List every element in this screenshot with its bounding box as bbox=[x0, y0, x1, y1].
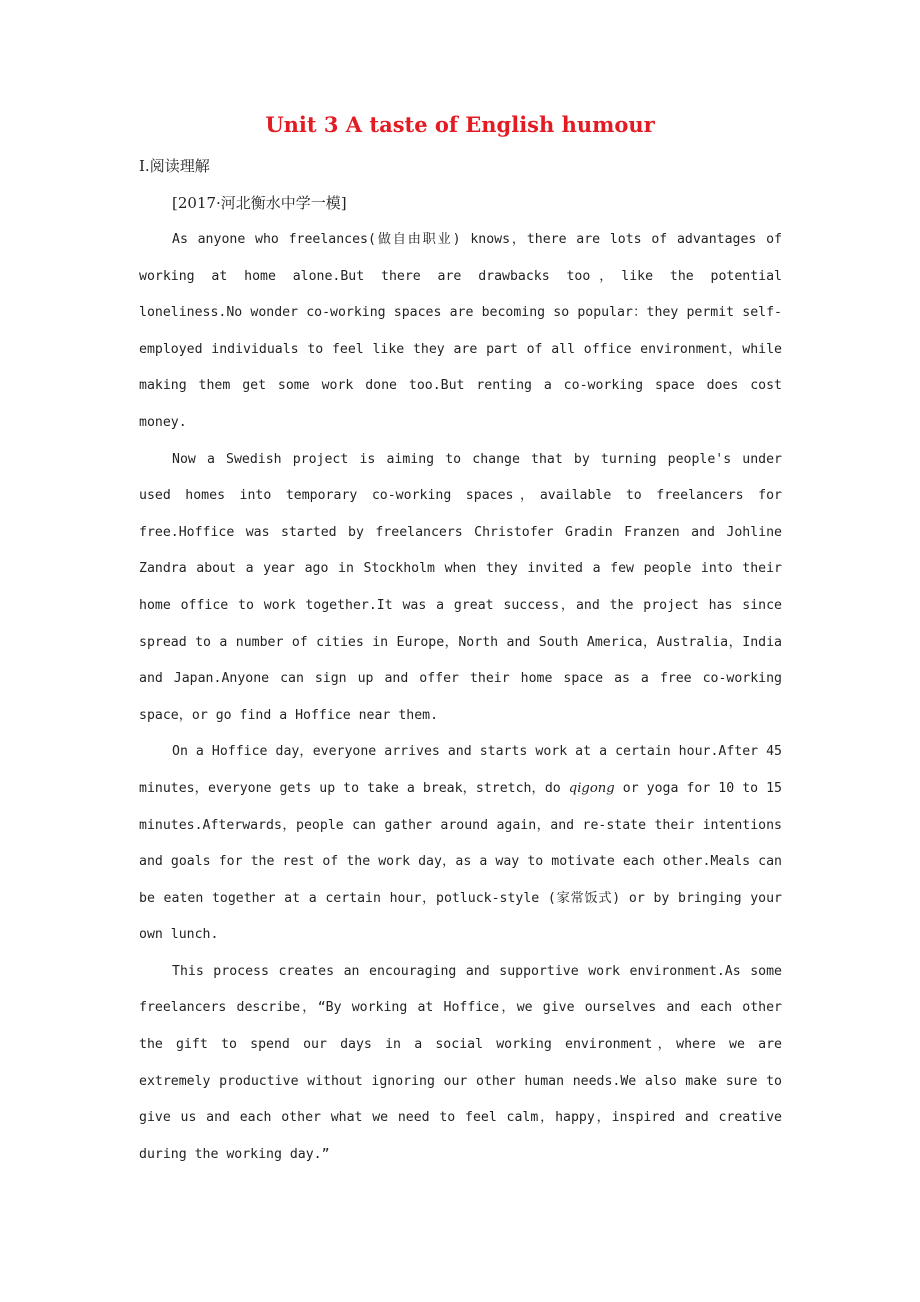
article-body bbox=[139, 222, 782, 1173]
source-citation: [2017·河北衡水中学一模] bbox=[172, 194, 347, 212]
paragraph-3-after: or yoga for 10 to 15 minutes.Afterwards，people can gather around again，and re-state their intentions and goals for the rest of the work day，as a way to motivate each other.Meals can be eaten together at a certain hour，potluck-style (家常饭式) or by bringing your own lunch. bbox=[139, 780, 782, 943]
paragraph-3 bbox=[139, 734, 782, 954]
page-title: Unit 3 A taste of English humour bbox=[265, 112, 655, 137]
paragraph-3-before: On a Hoffice day，everyone arrives and starts work at a certain hour.After 45 minutes，everyone gets up to take a break，stretch，do bbox=[139, 744, 782, 796]
paragraph-4: This process creates an encouraging and supportive work environment.As some freelancers describe，“By working at Hoffice，we give ourselves and each other the gift to spend our days in a social working environment，where we are extremely productive without ignoring our other human needs.We also make sure to give us and each other what we need to feel calm，happy，inspired and creative during the working day.” bbox=[139, 963, 782, 1162]
paragraph-1: As anyone who freelances(做自由职业) knows，there are lots of advantages of working at home alone.But there are drawbacks too，like the potential loneliness.No wonder co-working spaces are becoming so popular：they permit self-employed individuals to feel like they are part of all office environment，while making them get some work done too.But renting a co-working space does cost money. bbox=[139, 232, 782, 430]
paragraph-2: Now a Swedish project is aiming to change that by turning people's under used homes into temporary co-working spaces，available to freelancers for free.Hoffice was started by freelancers Christofer Gradin Franzen and Johline Zandra about a year ago in Stockholm when they invited a few people into their home office to work together.It was a great success，and the project has since spread to a number of cities in Europe，North and South America，Australia，India and Japan.Anyone can sign up and offer their home space as a free co-working space，or go find a Hoffice near them. bbox=[139, 451, 782, 723]
section-heading: I.阅读理解 bbox=[139, 157, 210, 175]
qigong-term: qigong bbox=[568, 780, 615, 796]
